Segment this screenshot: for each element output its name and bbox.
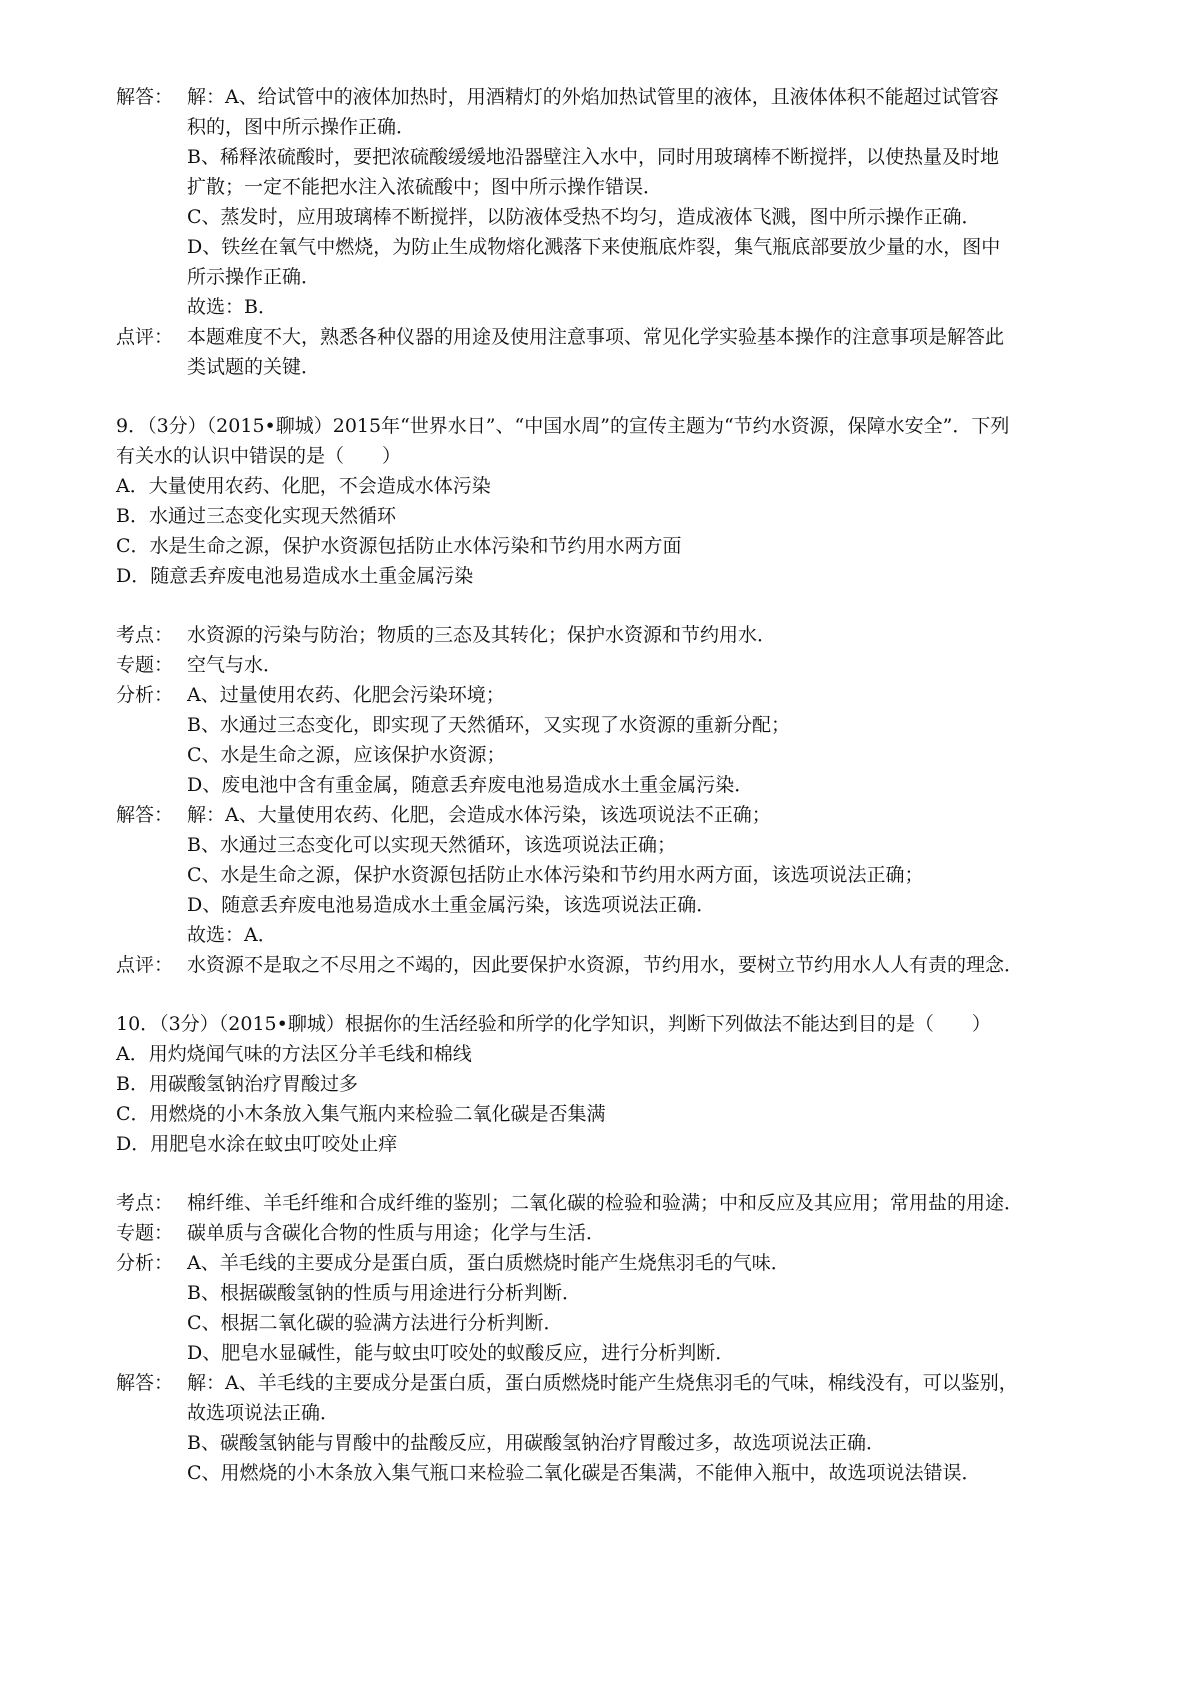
q10-stem-line-1: 10．（3分）（2015•聊城）根据你的生活经验和所学的化学知识，判断下列做法不能达到目的是（ ） [116,1013,991,1035]
q9-answer-line-4: D、随意丢弃废电池易造成水土重金属污染，该选项说法正确． [187,894,716,916]
q9-stem-line-2: 有关水的认识中错误的是（ ） [116,445,402,467]
q10-option-a: A．用灼烧闻气味的方法区分羊毛线和棉线 [116,1043,472,1065]
q10-answer-line-2: 故选项说法正确． [187,1402,340,1424]
q10-analysis-line-4: D、肥皂水显碱性，能与蚊虫叮咬处的蚁酸反应，进行分析判断． [187,1342,735,1364]
q8-comment-line-2: 类试题的关键． [187,356,321,378]
q8-answer-line-1 [116,82,999,112]
q9-answer-line-5: 故选：A． [187,924,277,946]
q10-analysis-text-1: A、羊毛线的主要成分是蛋白质，蛋白质燃烧时能产生烧焦羽毛的气味． [187,1252,790,1274]
q9-answer-line-1 [116,800,771,830]
q8-answer-line-8: 故选：B． [187,296,277,318]
q9-stem-line-1: 9．（3分）（2015•聊城）2015年“世界水日”、“中国水周”的宣传主题为“节约水资源，保障水安全”．下列 [116,415,1010,437]
q9-zhuanti [116,650,282,680]
q9-analysis-label: 分析： [116,684,174,706]
q10-zhuanti-text: 碳单质与含碳化合物的性质与用途；化学与生活． [187,1222,606,1244]
q10-zhuanti-label: 专题： [116,1222,174,1244]
q9-comment-text: 水资源不是取之不尽用之不竭的，因此要保护水资源，节约用水，要树立节约用水人人有责的理念． [187,954,1024,976]
q8-answer-line-6: D、铁丝在氧气中燃烧，为防止生成物熔化溅落下来使瓶底炸裂，集气瓶底部要放少量的水，图中 [187,236,1001,258]
q10-answer-label: 解答： [116,1372,174,1394]
q8-answer-line-3: B、稀释浓硫酸时，要把浓硫酸缓缓地沿器壁注入水中，同时用玻璃棒不断搅拌，以使热量及时地 [187,146,999,168]
q9-zhuanti-text: 空气与水． [187,654,283,676]
q9-answer-text-1: 解：A、大量使用农药、化肥，会造成水体污染，该选项说法不正确； [187,804,771,826]
q8-answer-line-2: 积的，图中所示操作正确． [187,116,416,138]
q9-kaodian [116,620,776,650]
q10-analysis-line-2: B、根据碳酸氢钠的性质与用途进行分析判断． [187,1282,581,1304]
q8-answer-text-1: 解：A、给试管中的液体加热时，用酒精灯的外焰加热试管里的液体，且液体体积不能超过试管容 [187,86,999,108]
q9-analysis-line-1 [116,680,505,710]
q9-comment-label: 点评： [116,954,174,976]
q9-option-d: D．随意丢弃废电池易造成水土重金属污染 [116,565,474,587]
q8-answer-line-5: C、蒸发时，应用玻璃棒不断搅拌，以防液体受热不均匀，造成液体飞溅，图中所示操作正确． [187,206,981,228]
q10-analysis-line-1 [116,1248,790,1278]
q10-kaodian-label: 考点： [116,1192,174,1214]
q10-option-c: C．用燃烧的小木条放入集气瓶内来检验二氧化碳是否集满 [116,1103,606,1125]
q10-analysis-line-3: C、根据二氧化碳的验满方法进行分析判断． [187,1312,563,1334]
q10-answer-line-4: C、用燃烧的小木条放入集气瓶口来检验二氧化碳是否集满，不能伸入瓶中，故选项说法错误． [187,1462,981,1484]
q10-answer-line-1 [116,1368,1018,1398]
q9-zhuanti-label: 专题： [116,654,174,676]
q9-analysis-text-1: A、过量使用农药、化肥会污染环境； [187,684,505,706]
q10-kaodian [116,1188,1023,1218]
q9-option-a: A．大量使用农药、化肥，不会造成水体污染 [116,475,491,497]
q9-comment [116,950,1023,980]
q10-option-d: D．用肥皂水涂在蚊虫叮咬处止痒 [116,1133,398,1155]
q8-answer-label: 解答： [116,86,174,108]
q9-analysis-line-2: B、水通过三态变化，即实现了天然循环，又实现了水资源的重新分配； [187,714,790,736]
q10-answer-line-3: B、碳酸氢钠能与胃酸中的盐酸反应，用碳酸氢钠治疗胃酸过多，故选项说法正确． [187,1432,885,1454]
q9-kaodian-text: 水资源的污染与防治；物质的三态及其转化；保护水资源和节约用水． [187,624,777,646]
q8-comment-text-1: 本题难度不大，熟悉各种仪器的用途及使用注意事项、常见化学实验基本操作的注意事项是解答此 [187,326,1005,348]
q8-answer-line-7: 所示操作正确． [187,266,321,288]
q8-comment-line-1 [116,322,1004,352]
q10-answer-text-1: 解：A、羊毛线的主要成分是蛋白质，蛋白质燃烧时能产生烧焦羽毛的气味，棉线没有，可以鉴别， [187,1372,1018,1394]
q9-kaodian-label: 考点： [116,624,174,646]
q9-option-c: C．水是生命之源，保护水资源包括防止水体污染和节约用水两方面 [116,535,682,557]
q10-zhuanti [116,1218,605,1248]
q9-analysis-line-3: C、水是生命之源，应该保护水资源； [187,744,506,766]
q9-answer-label: 解答： [116,804,174,826]
q9-option-b: B．水通过三态变化实现天然循环 [116,505,396,527]
q10-kaodian-text: 棉纤维、羊毛纤维和合成纤维的鉴别；二氧化碳的检验和验满；中和反应及其应用；常用盐的用途． [187,1192,1024,1214]
q8-answer-line-4: 扩散；一定不能把水注入浓硫酸中；图中所示操作错误． [187,176,663,198]
q10-option-b: B．用碳酸氢钠治疗胃酸过多 [116,1073,358,1095]
q9-answer-line-3: C、水是生命之源，保护水资源包括防止水体污染和节约用水两方面，该选项说法正确； [187,864,924,886]
q9-analysis-line-4: D、废电池中含有重金属，随意丢弃废电池易造成水土重金属污染． [187,774,754,796]
q8-comment-label: 点评： [116,326,174,348]
q9-answer-line-2: B、水通过三态变化可以实现天然循环，该选项说法正确； [187,834,676,856]
q10-analysis-label: 分析： [116,1252,174,1274]
